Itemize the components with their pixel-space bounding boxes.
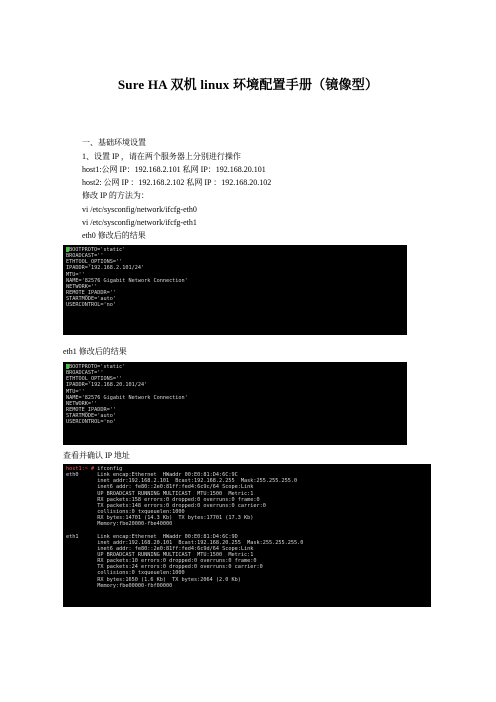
shell-command: ifconfig bbox=[97, 466, 123, 472]
terminal-line: RX bytes:14701 (14.3 Kb) TX bytes:17701 (17.3 Kb) bbox=[66, 515, 254, 522]
terminal-line: RX bytes:1650 (1.6 Kb) TX bytes:2064 (2.0 Kb) bbox=[66, 576, 241, 583]
ifconfig-caption: 查看并确认 IP 地址 bbox=[63, 451, 130, 460]
command-eth0: vi /etc/sysconfig/network/ifcfg-eth0 bbox=[82, 205, 197, 214]
host1-ip-line: host1:公网 IP：192.168.2.101 私网 IP：192.168.20.101 bbox=[82, 165, 266, 174]
eth1-result-caption: eth1 修改后的结果 bbox=[63, 347, 127, 356]
terminal-line: BOOTPROTO='static' bbox=[66, 364, 404, 370]
terminal-line: TX packets:148 errors:0 dropped:0 overruns:0 carrier:0 bbox=[66, 502, 266, 509]
host2-ip-line: host2: 公网 IP ：192.168.2.102 私网 IP ：192.168.20.102 bbox=[82, 178, 272, 187]
terminal-line: MTU='' bbox=[66, 271, 85, 278]
terminal-line: eth1 Link encap:Ethernet HWaddr 00:E0:81:D4:6C:9D bbox=[66, 533, 238, 540]
document-title: Sure HA 双机 linux 环境配置手册（镜像型） bbox=[117, 77, 379, 92]
terminal-line: STARTMODE='auto' bbox=[66, 413, 116, 420]
terminal-line: RX packets:10 errors:0 dropped:0 overruns:0 frame:0 bbox=[66, 558, 257, 565]
terminal-ifconfig-output bbox=[63, 464, 431, 607]
terminal-line: NAME='82576 Gigabit Network Connection' bbox=[66, 277, 188, 284]
terminal-line: Memory:fbe00000-fbf00000 bbox=[66, 582, 173, 589]
terminal-line: TX packets:24 errors:0 dropped:0 overruns:0 carrier:0 bbox=[66, 564, 263, 571]
eth0-result-caption: eth0 修改后的结果 bbox=[82, 231, 146, 240]
terminal-line: inet addr:192.168.20.101 Bcast:192.168.20.255 Mask:255.255.255.0 bbox=[66, 539, 304, 546]
terminal-line: NETWORK='' bbox=[66, 283, 98, 290]
terminal-line: BROADCAST='' bbox=[66, 253, 104, 260]
terminal-line: UP BROADCAST RUNNING MULTICAST MTU:1500 Metric:1 bbox=[66, 551, 254, 558]
terminal-line: MTU='' bbox=[66, 388, 85, 395]
terminal-line: REMOTE_IPADDR='' bbox=[66, 406, 116, 413]
terminal-line: UP BROADCAST RUNNING MULTICAST MTU:1500 Metric:1 bbox=[66, 490, 254, 497]
terminal-line: ETHTOOL_OPTIONS='' bbox=[66, 376, 123, 383]
terminal-line: collisions:0 txqueuelen:1000 bbox=[66, 508, 185, 515]
terminal-line: USERCONTROL='no' bbox=[66, 419, 116, 426]
terminal-line: BOOTPROTO='static' bbox=[66, 247, 404, 253]
terminal-line: NETWORK='' bbox=[66, 400, 98, 407]
terminal-line: BROADCAST='' bbox=[66, 370, 104, 377]
command-eth1: vi /etc/sysconfig/network/ifcfg-eth1 bbox=[82, 218, 197, 227]
terminal-eth1-config bbox=[63, 362, 407, 445]
shell-prompt: host1:~ # bbox=[66, 466, 98, 472]
section-heading: 一、基础环境设置 bbox=[82, 138, 146, 147]
terminal-line: inet6 addr: fe80::2e0:81ff:fed4:6c9d/64 Scope:Link bbox=[66, 545, 254, 552]
terminal-line: collisions:0 txqueuelen:1000 bbox=[66, 570, 185, 577]
terminal-line: eth0 Link encap:Ethernet HWaddr 00:E0:81:D4:6C:9C bbox=[66, 472, 238, 479]
terminal-line: RX packets:158 errors:0 dropped:0 overruns:0 frame:0 bbox=[66, 496, 260, 503]
terminal-line: NAME='82576 Gigabit Network Connection' bbox=[66, 394, 188, 401]
terminal-line: ETHTOOL_OPTIONS='' bbox=[66, 259, 123, 266]
terminal-line: USERCONTROL='no' bbox=[66, 302, 116, 309]
terminal-line: inet6 addr: fe80::2e0:81ff:fed4:6c9c/64 Scope:Link bbox=[66, 484, 254, 491]
terminal-line: STARTMODE='auto' bbox=[66, 296, 116, 303]
terminal-line: Memory:fbe20000-fbe40000 bbox=[66, 521, 173, 528]
terminal-line: IPADDR='192.168.2.101/24' bbox=[66, 265, 145, 272]
terminal-line: IPADDR='192.168.20.101/24' bbox=[66, 382, 148, 389]
terminal-line: inet addr:192.168.2.101 Bcast:192.168.2.255 Mask:255.255.255.0 bbox=[66, 478, 298, 485]
method-line: 修改 IP 的方法为： bbox=[82, 191, 149, 200]
step-heading: 1、设置 IP ，请在两个服务器上分别进行操作 bbox=[82, 152, 241, 161]
terminal-eth0-config bbox=[63, 245, 407, 335]
terminal-line: REMOTE_IPADDR='' bbox=[66, 289, 116, 296]
